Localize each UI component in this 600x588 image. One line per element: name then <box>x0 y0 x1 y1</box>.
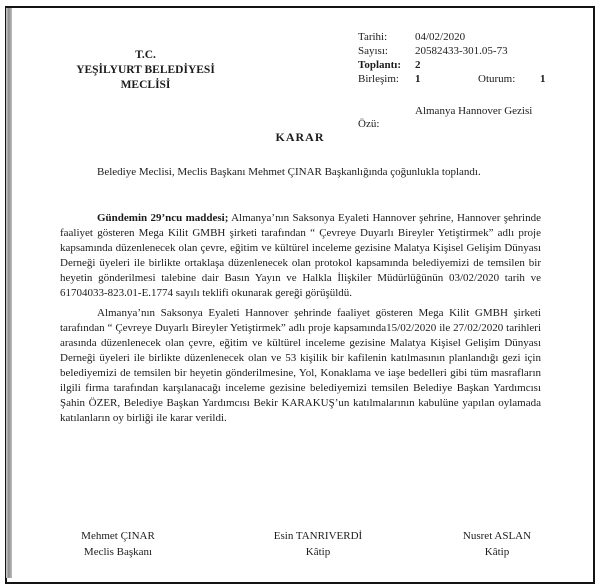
date-label: Tarihi: <box>358 31 388 43</box>
agenda-paragraph <box>60 211 541 301</box>
signature-block-chairman <box>38 529 198 560</box>
meta-row-session <box>358 72 578 86</box>
document-title: KARAR <box>275 130 325 144</box>
org-header <box>38 48 253 93</box>
meta-block <box>358 30 578 134</box>
signatory-name: Nusret ASLAN <box>462 530 532 542</box>
decision-paragraph: Almanya’nın Saksonya Eyaleti Hannover şehrinde faaliyet gösteren Mega Kilit GMBH şirketi tarafından “ Çevreye Duyarlı Bireyler Yetiştirmek” adlı proje kapsamında15/02/2020 ile 27/02/2020 tarihleri arasında düzenlenecek olan çevre, eğitim ve kültürel inceleme gezisine Malatya Kişisel Gelişim Dünyası Derneği üyeleri ile birlikte düzenlenecek olan ve 53 kişilik bir kafilenin katılmasının planlandığı gezi için belediyemizi de temsilen bir heyetin gönderilmesine, Yol, Konaklama ve iaşe bedelleri gibi tüm masrafların ilgili firma tarafından karşılanacağı inceleme gezisine belediyemizi temsilen Belediye Başkan Yardımcısı Şahin ÖZER, Belediye Başkan Yardımcısı Bekir KARAKUŞ’un katılmalarının kabulüne yapılan oylamada katılanların oy birliği ile karar verildi. <box>60 307 541 424</box>
agenda-lead: Gündemin 29’ncu maddesi; <box>97 212 229 224</box>
session-label: Birleşim: <box>358 73 399 85</box>
summary-value: Almanya Hannover Gezisi <box>415 105 533 117</box>
meta-row-meeting <box>358 58 578 72</box>
intro-paragraph: Belediye Meclisi, Meclis Başkanı Mehmet ÇINAR Başkanlığında çoğunlukla toplandı. <box>97 166 481 178</box>
meeting-value: 2 <box>415 59 421 71</box>
meta-row-date <box>358 30 578 44</box>
signature-block-clerk-1 <box>238 529 398 560</box>
org-line-council: MECLİSİ <box>120 79 171 91</box>
signature-row <box>0 529 600 569</box>
session-value: 1 <box>415 73 421 85</box>
number-value: 20582433-301.05-73 <box>415 45 508 57</box>
signature-block-clerk-2 <box>417 529 577 560</box>
sitting-label: Oturum: <box>478 73 516 85</box>
scan-edge-artifact <box>6 8 12 578</box>
agenda-text: Almanya’nın Saksonya Eyaleti Hannover şehrine, Hannover şehrinde faaliyet gösteren Mega Kilit GMBH şirketi tarafından “ Çevreye Duyarlı Bireyler Yetiştirmek” adlı proje kapsamında düzenlenecek olan çevre, eğitim ve kültürel inceleme gezisine Malatya Kişisel Gelişim Dünyası Derneği üyeleri ile birlikte ortaklaşa düzenlenecek olan protokol kapsamında belediyemizi de temsilen bir heyetin gönderilmesi talebine dair Basın Yayın ve Halkla İlişkiler Müdürlüğünün 03/02/2020 tarih ve 61704033-823.01-E.1774 sayılı teklifi okunarak gereği görüşüldü. <box>60 212 541 299</box>
signatory-title: Kâtip <box>484 545 510 558</box>
signatory-title: Kâtip <box>305 545 331 558</box>
signatory-name: Esin TANRIVERDİ <box>273 530 363 542</box>
signatory-title: Meclis Başkanı <box>83 545 153 558</box>
summary-label: Özü: <box>358 118 380 130</box>
meta-row-number <box>358 44 578 58</box>
number-label: Sayısı: <box>358 45 388 57</box>
meeting-label: Toplantı: <box>358 59 402 71</box>
sitting-value: 1 <box>540 73 546 85</box>
signatory-name: Mehmet ÇINAR <box>81 530 155 542</box>
org-line-tc: T.C. <box>135 49 156 61</box>
date-value: 04/02/2020 <box>415 31 466 43</box>
org-line-municipality: YEŞİLYURT BELEDİYESİ <box>76 64 215 76</box>
